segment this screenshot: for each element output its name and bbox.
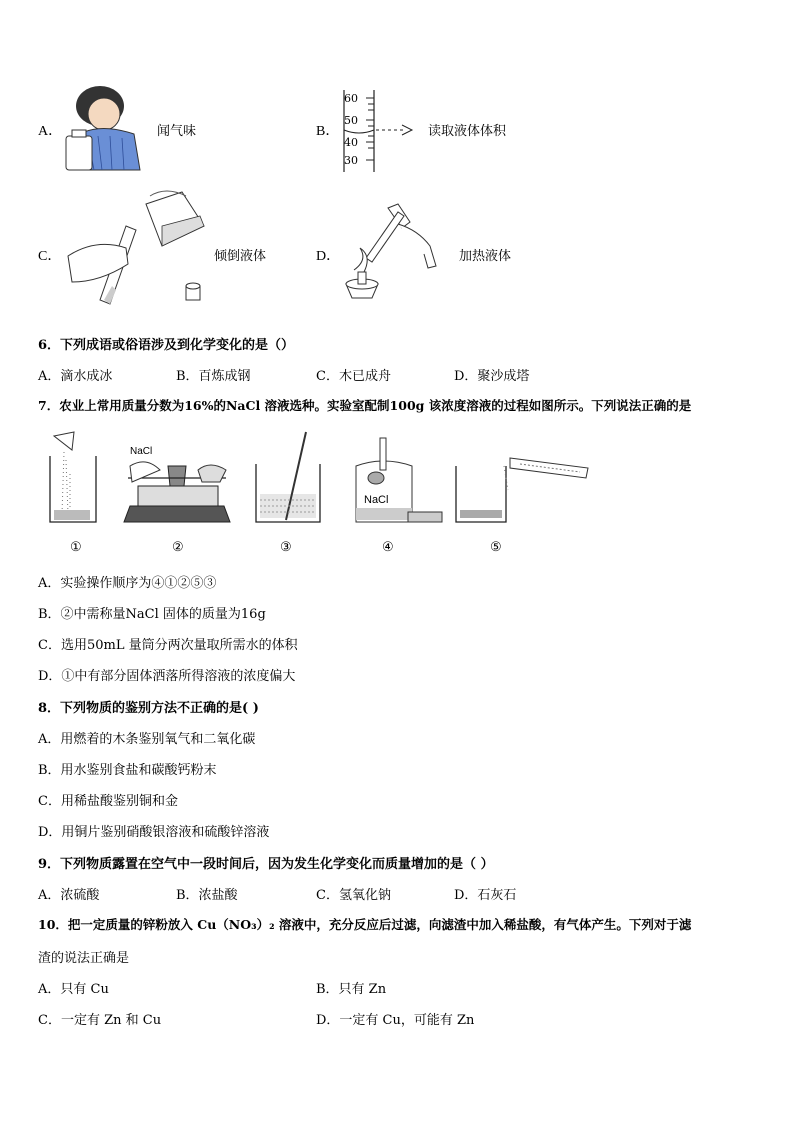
heat-liquid-illustration <box>338 200 452 306</box>
q10-stem-line2: 渣的说法正确是 <box>38 951 130 966</box>
q9-option-b: B．浓盐酸 <box>176 888 238 903</box>
cylinder-tick-30: 30 <box>344 154 358 167</box>
q10-option-b: B．只有 Zn <box>316 982 387 997</box>
q10-stem-line1: 10．把一定质量的锌粉放入 Cu（NO₃）₂ 溶液中，充分反应后过滤，向滤渣中加入稀盐酸，有气体产生。下列对于滤 <box>38 917 692 932</box>
q7-option-b: B．②中需称量NaCl 固体的质量为16g <box>38 607 266 622</box>
q8-option-c: C．用稀盐酸鉴别铜和金 <box>38 794 178 809</box>
q5-option-b-label: B． <box>316 124 340 139</box>
balance-nacl-label: NaCl <box>130 446 153 457</box>
fig-label-4: ④ <box>382 540 394 555</box>
fig-label-1: ① <box>70 540 82 555</box>
fig-label-2: ② <box>172 540 184 555</box>
q10-option-c: C．一定有 Zn 和 Cu <box>38 1013 162 1028</box>
q10-option-a: A．只有 Cu <box>38 982 109 997</box>
q5-option-a-label: A． <box>38 124 63 139</box>
cylinder-tick-40: 40 <box>344 136 358 149</box>
q5-option-c-caption: 倾倒液体 <box>214 249 267 264</box>
q9-option-d: D．石灰石 <box>454 888 517 903</box>
q6-option-c: C．木已成舟 <box>316 369 391 384</box>
bottle-nacl-label: NaCl <box>364 494 389 506</box>
q5-option-d-caption: 加热液体 <box>459 249 512 264</box>
q5-option-d-label: D． <box>316 249 341 264</box>
pour-liquid-illustration <box>66 186 210 310</box>
q9-stem: 9．下列物质露置在空气中一段时间后，因为发生化学变化而质量增加的是（ ） <box>38 857 494 872</box>
q8-option-d: D．用铜片鉴别硝酸银溶液和硫酸锌溶液 <box>38 825 270 840</box>
q6-option-d: D．聚沙成塔 <box>454 369 530 384</box>
smell-gas-illustration <box>64 84 150 172</box>
q7-option-d: D．①中有部分固体洒落所得溶液的浓度偏大 <box>38 669 296 684</box>
cylinder-tick-60: 60 <box>344 92 358 105</box>
q9-option-c: C．氢氧化钠 <box>316 888 391 903</box>
q8-stem: 8．下列物质的鉴别方法不正确的是( ) <box>38 701 259 716</box>
solution-prep-figure <box>40 430 600 530</box>
q7-option-a: A．实验操作顺序为④①②⑤③ <box>38 576 217 591</box>
q8-option-a: A．用燃着的木条鉴别氧气和二氧化碳 <box>38 732 256 747</box>
fig-label-3: ③ <box>280 540 292 555</box>
q9-option-a: A．浓硫酸 <box>38 888 100 903</box>
q6-stem: 6．下列成语或俗语涉及到化学变化的是（） <box>38 338 295 353</box>
q6-option-a: A．滴水成冰 <box>38 369 113 384</box>
q5-option-b-caption: 读取液体体积 <box>428 124 507 139</box>
cylinder-tick-50: 50 <box>344 114 358 127</box>
q10-option-d: D．一定有 Cu，可能有 Zn <box>316 1013 475 1028</box>
q7-stem: 7．农业上常用质量分数为16%的NaCl 溶液选种。实验室配制100g 该浓度溶液的过程如图所示。下列说法正确的是 <box>38 398 692 413</box>
q5-option-c-label: C． <box>38 249 62 264</box>
fig-label-5: ⑤ <box>490 540 502 555</box>
q8-option-b: B．用水鉴别食盐和碳酸钙粉末 <box>38 763 217 778</box>
q6-option-b: B．百炼成钢 <box>176 369 251 384</box>
q5-option-a-caption: 闻气味 <box>157 124 197 139</box>
q7-option-c: C．选用50mL 量筒分两次量取所需水的体积 <box>38 638 298 653</box>
